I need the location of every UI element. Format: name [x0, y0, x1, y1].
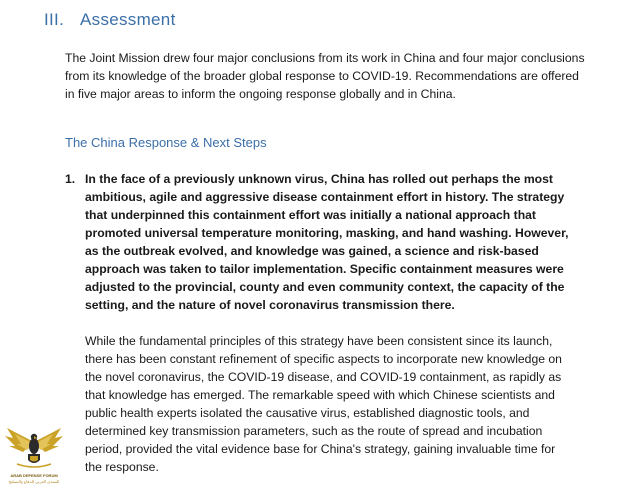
eagle-emblem-icon	[3, 420, 65, 472]
section-title: Assessment	[80, 10, 176, 29]
item-bold-paragraph: In the face of a previously unknown virus, China has rolled out perhaps the most ambitious, agile and aggressive disease containment effort in history. The strategy that underpinned this containment effort was initially a national approach that promoted universal temperature monitoring, masking, and hand washing. However, as the outbreak evolved, and knowledge was gained, a science and risk-based approach was taken to tailor implementation. Specific containment measures were adjusted to the provincial, county and even community context, the capacity of the setting, and the nature of novel coronavirus transmission there.	[85, 172, 569, 312]
subsection-heading: The China Response & Next Steps	[65, 135, 267, 150]
numbered-item	[65, 170, 575, 476]
watermark-text-arabic: المنتدى العربي للدفاع والتسليح	[8, 479, 60, 484]
watermark-text-english: ARAB DEFENSE FORUM	[10, 473, 58, 478]
watermark-logo	[3, 420, 65, 486]
section-heading	[44, 10, 176, 30]
section-number: III.	[44, 10, 65, 29]
intro-paragraph: The Joint Mission drew four major conclusions from its work in China and four major conclusions from its knowledge of the broader global response to COVID-19. Recommendations are offered in five major areas to inform the ongoing response globally and in China.	[65, 51, 585, 101]
item-body	[85, 170, 575, 476]
item-number: 1.	[65, 172, 76, 186]
item-plain-paragraph: While the fundamental principles of this strategy have been consistent since its launch, there has been constant refinement of specific aspects to incorporate new knowledge on the novel coronavirus, the COVID-19 disease, and COVID-19 containment, as rapidly as that knowledge has emerged. The remarkable speed with which Chinese scientists and public health experts isolated the causative virus, established diagnostic tools, and determined key transmission parameters, such as the route of spread and incubation period, provided the vital evidence base for China's strategy, gaining invaluable time for the response.	[85, 334, 562, 474]
